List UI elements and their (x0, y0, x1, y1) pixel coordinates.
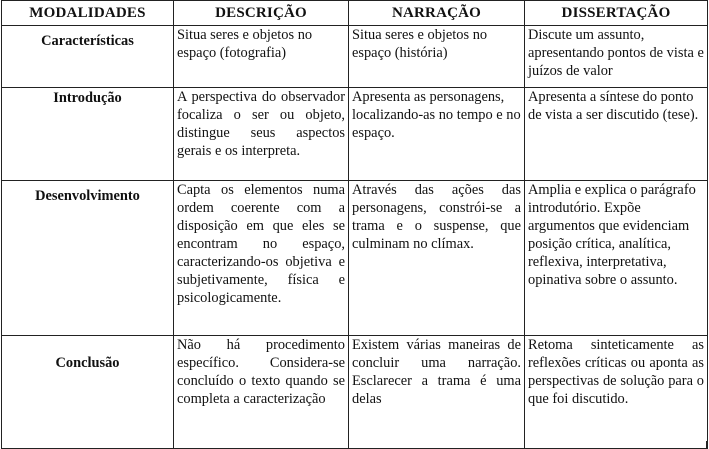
table-row-desenvolvimento (2, 181, 708, 336)
table-row-conclusao (2, 336, 708, 449)
header-narracao: NARRAÇÃO (349, 1, 525, 26)
header-descricao: DESCRIÇÃO (174, 1, 349, 26)
table-continuation-edge (1, 441, 707, 448)
cell-narracao-conclusao: Existem várias maneiras de concluir uma narração. Esclarecer a trama é uma delas (349, 336, 525, 449)
cell-dissertacao-caracteristicas: Discute um assunto, apresentando pontos de vista e juízos de valor (525, 26, 708, 88)
header-modalidades: MODALIDADES (2, 1, 174, 26)
table-row-caracteristicas (2, 26, 708, 88)
header-row (2, 1, 708, 26)
cell-dissertacao-conclusao: Retoma sinteticamente as reflexões críticas ou aponta as perspectivas de solução para o que foi discutido. (525, 336, 708, 449)
cell-narracao-caracteristicas: Situa seres e objetos no espaço (história) (349, 26, 525, 88)
header-dissertacao: DISSERTAÇÃO (525, 1, 708, 26)
cell-descricao-conclusao: Não há procedimento específico. Considera-se concluído o texto quando se completa a caracterização (174, 336, 349, 449)
cell-dissertacao-introducao: Apresenta a síntese do ponto de vista a ser discutido (tese). (525, 88, 708, 181)
cell-dissertacao-desenvolvimento: Amplia e explica o parágrafo introdutório. Expõe argumentos que evidenciam posição crítica, analítica, reflexiva, interpretativa, opinativa sobre o assunto. (525, 181, 708, 336)
cell-narracao-introducao: Apresenta as personagens, localizando-as no tempo e no espaço. (349, 88, 525, 181)
table-row-introducao (2, 88, 708, 181)
comparison-table (1, 0, 708, 449)
cell-descricao-desenvolvimento: Capta os elementos numa ordem coerente com a disposição em que eles se encontram no espaço, caracterizando-os objetiva e subjetivamente, física e psicologicamente. (174, 181, 349, 336)
row-label-conclusao: Conclusão (2, 336, 174, 449)
row-label-desenvolvimento: Desenvolvimento (2, 181, 174, 336)
cell-descricao-caracteristicas: Situa seres e objetos no espaço (fotografia) (174, 26, 349, 88)
row-label-caracteristicas: Características (2, 26, 174, 88)
row-label-introducao: Introdução (2, 88, 174, 181)
cell-descricao-introducao: A perspectiva do observador focaliza o ser ou objeto, distingue seus aspectos gerais e os interpreta. (174, 88, 349, 181)
cell-narracao-desenvolvimento: Através das ações das personagens, constrói-se a trama e o suspense, que culminam no clímax. (349, 181, 525, 336)
